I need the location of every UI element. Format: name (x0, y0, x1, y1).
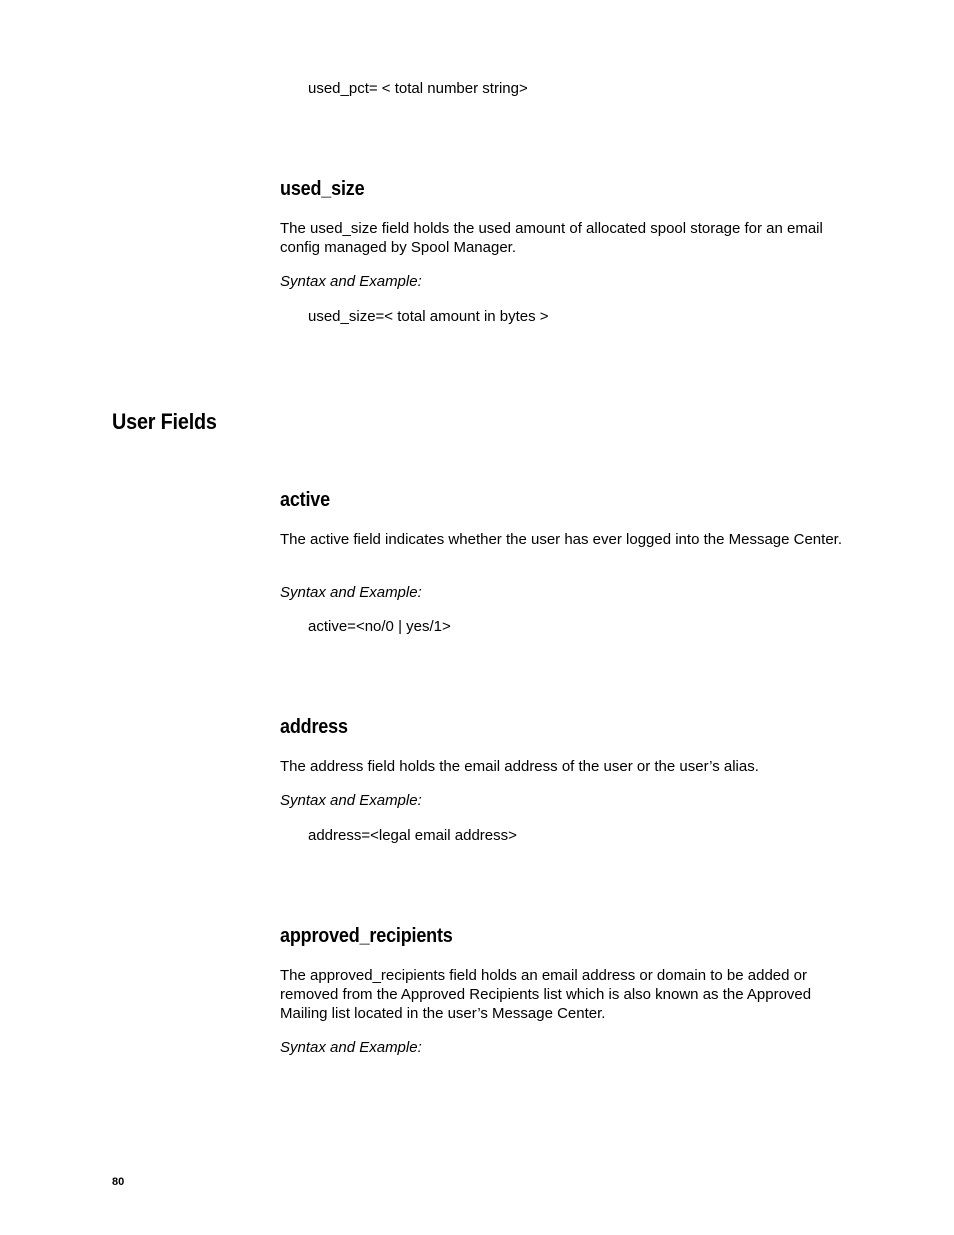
used-size-example: used_size=< total amount in bytes > (308, 308, 549, 325)
page-number: 80 (112, 1176, 125, 1188)
address-syntax-label: Syntax and Example: (280, 792, 422, 809)
used-size-syntax-label: Syntax and Example: (280, 273, 422, 290)
active-example: active=<no/0 | yes/1> (308, 618, 451, 635)
field-heading-active: active (280, 489, 330, 511)
section-heading-user-fields: User Fields (112, 409, 217, 434)
field-heading-address: address (280, 716, 348, 738)
approved-recipients-description: The approved_recipients field holds an email address or domain to be added or removed from the Approved Recipients list which is also known as the Approved Mailing list located in the user’s Message Center. (280, 967, 812, 1022)
field-heading-approved-recipients: approved_recipients (280, 925, 453, 947)
used-pct-example: used_pct= < total number string> (308, 80, 528, 97)
address-description: The address field holds the email address of the user or the user’s alias. (280, 758, 759, 775)
active-description: The active field indicates whether the user has ever logged into the Message Center. (280, 531, 842, 548)
field-heading-used-size: used_size (280, 178, 365, 200)
approved-recipients-syntax-label: Syntax and Example: (280, 1039, 422, 1056)
used-size-description: The used_size field holds the used amount of allocated spool storage for an email config managed by Spool Manager. (280, 220, 823, 256)
address-example: address=<legal email address> (308, 827, 517, 844)
active-syntax-label: Syntax and Example: (280, 584, 422, 601)
